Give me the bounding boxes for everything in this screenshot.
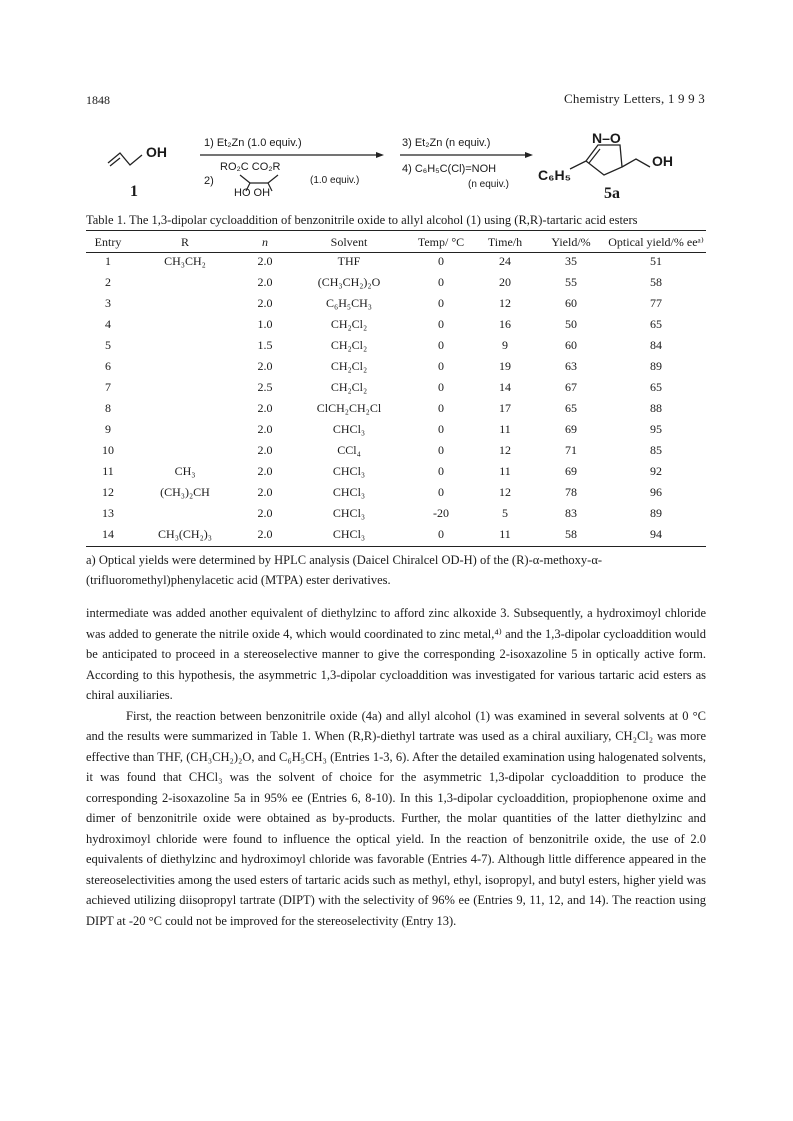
step-4: 4) C₆H₅C(Cl)=NOH <box>402 163 497 175</box>
cell-time: 12 <box>499 485 511 499</box>
cell-solvent: CHCl₃ <box>332 485 366 499</box>
results-table <box>86 234 706 545</box>
step-1: 1) Et₂Zn (1.0 equiv.) <box>204 137 302 149</box>
tartrate-top: RO₂C CO₂R <box>220 161 281 173</box>
cell-temp: 0 <box>438 359 444 373</box>
header-solvent: Solvent <box>330 235 368 249</box>
header-entry: Entry <box>94 235 122 249</box>
cell-n: 1.0 <box>257 317 273 331</box>
cell-entry: 14 <box>102 527 114 541</box>
step-2-prefix: 2) <box>204 175 214 187</box>
table-footnote: a) Optical yields were determined by HPLC analysis (Daicel Chiralcel OD-H) of the (R)-α-methoxy-α-(trifluoromethyl)phenylacetic acid (MTPA) ester derivatives. <box>86 553 603 587</box>
cell-solvent: CHCl₃ <box>332 422 366 436</box>
cell-solvent: (CH₃CH₂)₂O <box>317 275 381 289</box>
header-optical-yield: Optical yield/% eeᵃ⁾ <box>608 235 704 249</box>
cell-entry: 3 <box>105 296 111 310</box>
cell-entry: 10 <box>102 443 114 457</box>
body-text <box>86 603 706 931</box>
table-body <box>86 251 706 545</box>
cell-entry: 5 <box>105 338 111 352</box>
table-row <box>86 314 706 335</box>
cell-time: 11 <box>499 527 511 541</box>
cell-optical-yield: 88 <box>650 401 662 415</box>
cell-n: 2.0 <box>257 296 273 310</box>
cell-entry: 6 <box>105 359 111 373</box>
cell-temp: 0 <box>438 485 444 499</box>
cell-time: 17 <box>499 401 511 415</box>
cell-solvent: CHCl₃ <box>332 464 366 478</box>
cell-entry: 4 <box>105 317 111 331</box>
cell-r: CH₃CH₂ <box>164 254 206 268</box>
cell-optical-yield: 89 <box>650 359 662 373</box>
cell-optical-yield: 92 <box>650 464 662 478</box>
cell-solvent: ClCH₂CH₂Cl <box>316 401 382 415</box>
cell-entry: 7 <box>105 380 111 394</box>
table-row <box>86 272 706 293</box>
product-oh: OH <box>652 153 673 169</box>
table-bottom-rule <box>86 546 706 547</box>
cell-n: 2.5 <box>257 380 273 394</box>
step-3: 3) Et₂Zn (n equiv.) <box>402 137 491 149</box>
cell-optical-yield: 65 <box>650 380 662 394</box>
cell-optical-yield: 94 <box>650 527 662 541</box>
cell-yield: 83 <box>565 506 577 520</box>
cell-solvent: CH₂Cl₂ <box>330 359 368 373</box>
header-time: Time/h <box>487 235 523 249</box>
header-n: n <box>262 235 268 249</box>
reactant-oh: OH <box>146 144 167 160</box>
cell-r <box>130 440 240 461</box>
cell-yield: 65 <box>565 401 577 415</box>
cell-temp: 0 <box>438 401 444 415</box>
reaction-scheme <box>100 125 720 215</box>
cell-optical-yield: 84 <box>650 338 662 352</box>
cell-n: 2.0 <box>257 443 273 457</box>
cell-temp: 0 <box>438 317 444 331</box>
cell-n: 2.0 <box>257 359 273 373</box>
cell-r <box>130 314 240 335</box>
cell-yield: 63 <box>565 359 577 373</box>
cell-temp: 0 <box>438 338 444 352</box>
cell-temp: 0 <box>438 527 444 541</box>
cell-temp: 0 <box>438 464 444 478</box>
table-row <box>86 398 706 419</box>
cell-r: CH₃(CH₂)₃ <box>158 527 212 541</box>
tartrate-equiv: (1.0 equiv.) <box>310 175 360 186</box>
cell-time: 20 <box>499 275 511 289</box>
cell-solvent: CHCl₃ <box>332 506 366 520</box>
cell-yield: 55 <box>565 275 577 289</box>
cell-r <box>130 335 240 356</box>
cell-n: 2.0 <box>257 464 273 478</box>
table-row <box>86 419 706 440</box>
header-r: R <box>180 235 189 249</box>
cell-optical-yield: 51 <box>650 254 662 268</box>
cell-n: 2.0 <box>257 506 273 520</box>
cell-yield: 35 <box>565 254 577 268</box>
header-temp: Temp/ °C <box>417 235 465 249</box>
cell-entry: 12 <box>102 485 114 499</box>
page-number: 1848 <box>86 93 110 107</box>
cell-r <box>130 419 240 440</box>
cell-yield: 60 <box>565 296 577 310</box>
cell-n: 2.0 <box>257 401 273 415</box>
cell-n: 2.0 <box>257 485 273 499</box>
cell-optical-yield: 58 <box>650 275 662 289</box>
cell-yield: 78 <box>565 485 577 499</box>
cell-time: 24 <box>499 254 511 268</box>
cell-solvent: CH₂Cl₂ <box>330 338 368 352</box>
cell-optical-yield: 95 <box>650 422 662 436</box>
cell-temp: 0 <box>438 275 444 289</box>
table-row <box>86 251 706 272</box>
cell-r <box>130 377 240 398</box>
cell-yield: 50 <box>565 317 577 331</box>
cell-optical-yield: 77 <box>650 296 662 310</box>
cell-solvent: C₆H₅CH₃ <box>326 296 372 310</box>
cell-temp: 0 <box>438 443 444 457</box>
cell-optical-yield: 85 <box>650 443 662 457</box>
cell-temp: -20 <box>433 506 449 520</box>
table-row <box>86 524 706 545</box>
table-row <box>86 377 706 398</box>
cell-entry: 8 <box>105 401 111 415</box>
cell-r <box>130 272 240 293</box>
cell-r: (CH₃)₂CH <box>160 485 210 499</box>
product-phenyl: C₆H₅ <box>538 167 571 183</box>
cell-n: 2.0 <box>257 254 273 268</box>
table-row <box>86 293 706 314</box>
cell-entry: 2 <box>105 275 111 289</box>
table-caption: Table 1. The 1,3-dipolar cycloaddition of benzonitrile oxide to allyl alcohol (1) using (R,R)-tartaric acid esters <box>86 213 638 227</box>
table-row <box>86 482 706 503</box>
cell-entry: 13 <box>102 506 114 520</box>
cell-optical-yield: 96 <box>650 485 662 499</box>
cell-time: 9 <box>502 338 508 352</box>
header-yield: Yield/% <box>551 235 591 249</box>
cell-yield: 67 <box>565 380 577 394</box>
cell-r <box>130 293 240 314</box>
cell-time: 11 <box>499 422 511 436</box>
journal-header: Chemistry Letters, 1 9 9 3 <box>564 91 705 106</box>
paragraph-1: intermediate was added another equivalent of diethylzinc to afford zinc alkoxide 3. Subsequently, a hydroximoyl chloride was added to generate the nitrile oxide 4, which would coordinated to zinc metal,⁴⁾ and the 1,3-dipolar cycloaddition would be anticipated to proceed in a stereoselective manner to give the corresponding 2-isoxazoline 5 in optically active form. According to this hypothesis, the asymmetric 1,3-dipolar cycloaddition was investigated for various tartaric acid esters as chiral auxiliaries. <box>86 606 706 702</box>
table-row <box>86 461 706 482</box>
cell-r <box>130 398 240 419</box>
cell-optical-yield: 65 <box>650 317 662 331</box>
cell-solvent: CCl₄ <box>337 443 361 457</box>
cell-entry: 11 <box>102 464 114 478</box>
cell-time: 5 <box>502 506 508 520</box>
cell-yield: 60 <box>565 338 577 352</box>
cell-yield: 69 <box>565 464 577 478</box>
step-4-equiv: (n equiv.) <box>468 179 509 190</box>
cell-yield: 58 <box>565 527 577 541</box>
cell-yield: 71 <box>565 443 577 457</box>
product-number: 5a <box>604 185 620 202</box>
cell-r: CH₃ <box>174 464 196 478</box>
cell-temp: 0 <box>438 254 444 268</box>
tartrate-bottom: HO OH <box>234 187 271 199</box>
cell-time: 19 <box>499 359 511 373</box>
cell-n: 2.0 <box>257 275 273 289</box>
cell-entry: 9 <box>105 422 111 436</box>
table-row <box>86 503 706 524</box>
cell-time: 14 <box>499 380 511 394</box>
table-row <box>86 356 706 377</box>
table-row <box>86 335 706 356</box>
cell-temp: 0 <box>438 296 444 310</box>
cell-entry: 1 <box>105 254 111 268</box>
cell-optical-yield: 89 <box>650 506 662 520</box>
cell-r <box>130 503 240 524</box>
cell-time: 16 <box>499 317 511 331</box>
cell-n: 2.0 <box>257 422 273 436</box>
cell-time: 12 <box>499 296 511 310</box>
table-top-rule <box>86 230 706 231</box>
product-no: N–O <box>592 130 621 146</box>
cell-n: 1.5 <box>257 338 273 352</box>
cell-time: 12 <box>499 443 511 457</box>
cell-solvent: CHCl₃ <box>332 527 366 541</box>
table-header-row <box>86 234 706 251</box>
cell-solvent: THF <box>337 254 361 268</box>
cell-solvent: CH₂Cl₂ <box>330 380 368 394</box>
reactant-number: 1 <box>130 183 138 200</box>
cell-solvent: CH₂Cl₂ <box>330 317 368 331</box>
cell-temp: 0 <box>438 380 444 394</box>
table-row <box>86 440 706 461</box>
cell-yield: 69 <box>565 422 577 436</box>
paragraph-2: First, the reaction between benzonitrile oxide (4a) and allyl alcohol (1) was examined in several solvents at 0 °C and the results were summarized in Table 1. When (R,R)-diethyl tartrate was used as a chiral auxiliary, CH₂Cl₂ was more effective than THF, (CH₃CH₂)₂O, and C₆H₅CH₃ (Entries 1-3, 6). After the detailed examination using halogenated solvents, it was found that CHCl₃ was the solvent of choice for the asymmetric 1,3-dipolar cycloaddition to produce the corresponding 2-isoxazoline 5a in 95% ee (Entries 6, 8-10). In this 1,3-dipolar cycloaddition, propiophenone oxime and dimer of benzonitrile oxide were obtained as by-products. Further, the molar quantities of the latter diethylzinc and hydroximoyl chloride were found to influence the optical yield. In the reaction of benzonitrile oxide, the use of 2.0 equivalents of diethylzinc and hydroximoyl chloride was favorable (Entries 4-7). Although little difference appeared in the stereoselectivities among the used esters of tartaric acids such as methyl, ethyl, isopropyl, and butyl esters, higher yield was achieved utilizing diisopropyl tartrate (DIPT) with the selectivity of 96% ee (Entries 9, 11, 12, and 14). The reaction using DIPT at -20 °C could not be improved for the stereoselectivity (Entry 13). <box>86 708 706 928</box>
cell-n: 2.0 <box>257 527 273 541</box>
cell-time: 11 <box>499 464 511 478</box>
cell-temp: 0 <box>438 422 444 436</box>
cell-r <box>130 356 240 377</box>
